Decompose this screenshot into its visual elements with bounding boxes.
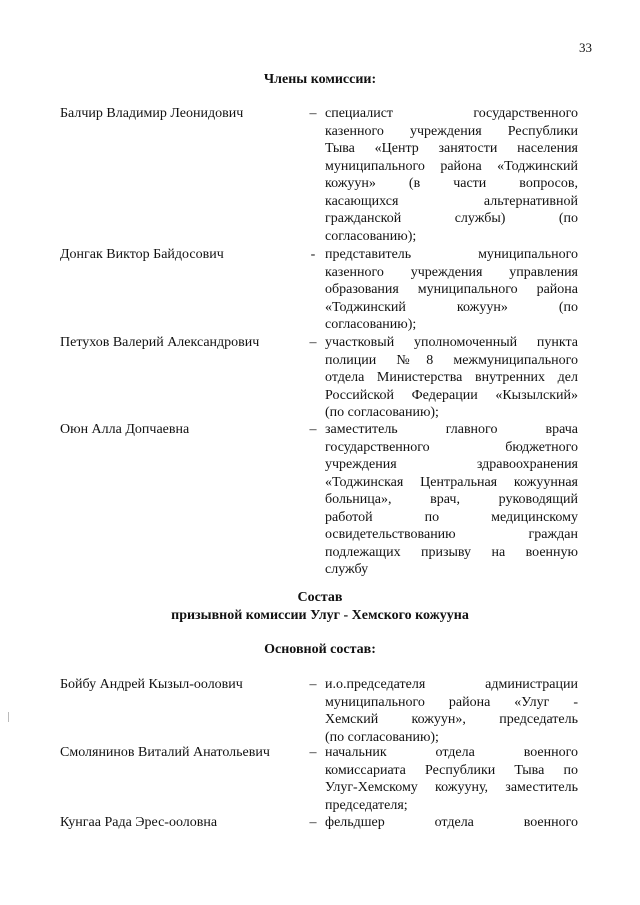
member-name: Кунгаа Рада Эрес-ооловна	[60, 815, 218, 830]
entry-dash: –	[309, 745, 317, 760]
entry-dash: –	[309, 815, 317, 830]
role-line: освидетельствованию граждан	[325, 527, 578, 542]
role-line: согласованию);	[325, 228, 417, 244]
member-name: Бойбу Андрей Кызыл-оолович	[60, 677, 243, 692]
member-name: Балчир Владимир Леонидович	[60, 106, 244, 121]
member-role	[325, 421, 578, 579]
role-line: службу	[325, 562, 369, 577]
member-role	[325, 246, 578, 334]
page-number: 33	[579, 40, 592, 55]
role-line: казенного учреждения Республики	[325, 123, 578, 139]
entry-dash: –	[309, 677, 317, 692]
role-line: учреждения здравоохранения	[325, 457, 578, 472]
role-line: представитель муниципального	[325, 247, 578, 262]
role-line: муниципального района «Улуг -	[325, 694, 578, 710]
role-line: «Тоджинская Центральная кожуунная	[325, 474, 578, 490]
role-line: Российской Федерации «Кызылский»	[325, 387, 578, 403]
role-line: муниципального района «Тоджинский	[325, 158, 578, 174]
role-line: Тыва «Центр занятости населения	[325, 141, 578, 156]
main-composition-heading: Основной состав:	[264, 642, 376, 657]
role-line: Улуг-Хемскому кожууну, заместитель	[325, 780, 578, 795]
role-line: полиции №8 межмуниципального	[325, 352, 578, 368]
role-line: государственного бюджетного	[325, 439, 578, 455]
role-line: кожуун» (в части вопросов,	[325, 176, 578, 191]
member-name: Оюн Алла Допчаевна	[60, 422, 190, 437]
member-name: Смолянинов Виталий Анатольевич	[60, 745, 270, 760]
entry-dash: –	[309, 422, 317, 437]
member-role	[325, 814, 578, 832]
member-role	[325, 676, 578, 746]
role-line: «Тоджинский кожуун» (по	[325, 299, 578, 315]
role-line: образования муниципального района	[325, 282, 578, 297]
member-role	[325, 744, 578, 814]
role-line: комиссариата Республики Тыва по	[325, 762, 578, 778]
composition-subtitle: призывной комиссии Улуг - Хемского кожууна	[171, 608, 469, 623]
role-line: гражданской службы) (по	[325, 211, 578, 226]
members-heading: Члены комиссии:	[263, 72, 377, 87]
role-line: председателя;	[325, 797, 408, 813]
entry-dash: –	[309, 106, 317, 121]
member-role	[325, 334, 578, 422]
role-line: и.о.председателя администрации	[325, 677, 578, 692]
role-line: Хемский кожуун», председатель	[325, 712, 578, 727]
role-line: работой по медицинскому	[325, 509, 578, 525]
role-line: фельдшер отдела военного	[325, 815, 578, 830]
scan-margin-mark	[8, 712, 9, 722]
role-line: специалист государственного	[325, 106, 578, 121]
role-line: касающихся альтернативной	[325, 193, 578, 209]
role-line: (по согласованию);	[325, 405, 439, 420]
role-line: согласованию);	[325, 317, 417, 332]
role-line: больница», врач, руководящий	[325, 492, 578, 507]
member-role	[325, 105, 578, 245]
role-line: участковый уполномоченный пункта	[325, 335, 578, 350]
role-line: отдела Министерства внутренних дел	[325, 370, 578, 385]
role-line: (по согласованию);	[325, 729, 439, 745]
member-name: Донгак Виктор Байдосович	[60, 247, 224, 262]
role-line: казенного учреждения управления	[325, 264, 578, 280]
role-line: заместитель главного врача	[325, 422, 578, 437]
entry-dash: -	[310, 247, 316, 262]
entry-dash: –	[309, 335, 317, 350]
role-line: подлежащих призыву на военную	[325, 544, 578, 560]
member-name: Петухов Валерий Александрович	[60, 335, 260, 350]
composition-title: Состав	[297, 590, 343, 605]
role-line: начальник отдела военного	[325, 745, 578, 760]
